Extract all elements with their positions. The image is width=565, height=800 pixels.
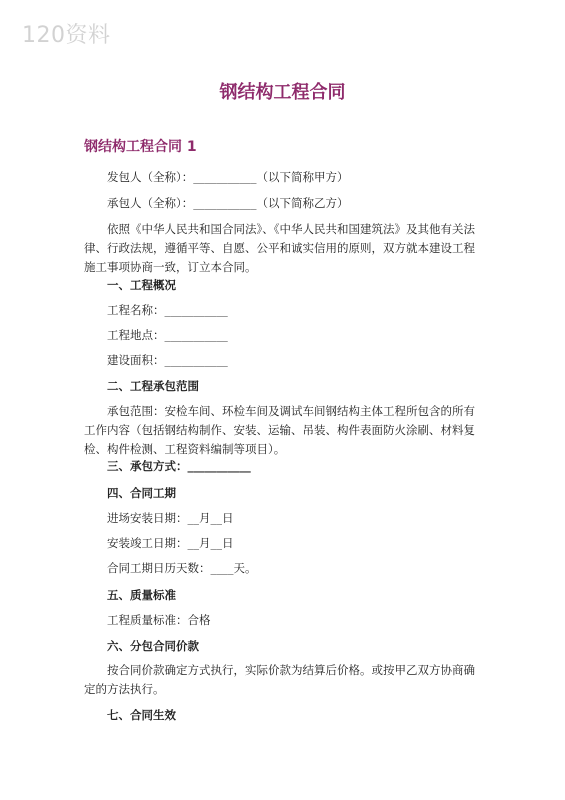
heading-subcontract-price: 六、分包合同价款 bbox=[107, 639, 199, 653]
completion-date-line: 安装竣工日期：__月__日 bbox=[107, 536, 234, 550]
construction-area-line: 建设面积：___________ bbox=[107, 353, 228, 367]
heading-contract-period: 四、合同工期 bbox=[107, 486, 176, 500]
preamble-paragraph: 依照《中华人民共和国合同法》、《中华人民共和国建筑法》及其他有关法律、行政法规，遵循平等、自愿、公平和诚实信用的原则，双方就本建设工程施工事项协商一致，订立本合同。 bbox=[84, 222, 475, 274]
contract-section-title: 钢结构工程合同 1 bbox=[84, 139, 197, 155]
heading-project-overview: 一、工程概况 bbox=[107, 278, 176, 292]
price-paragraph: 按合同价款确定方式执行，实际价款为结算后价格。或按甲乙双方协商确定的方法执行。 bbox=[84, 663, 475, 696]
scope-paragraph: 承包范围：安检车间、环检车间及调试车间钢结构主体工程所包含的所有工作内容（包括钢结构制作、安装、运输、吊装、构件表面防火涂刷、材料复检、构件检测、工程资料编制等项目）。 bbox=[84, 404, 475, 456]
heading-contract-effective: 七、合同生效 bbox=[107, 708, 176, 722]
party-b-line: 承包人（全称）：___________（以下简称乙方） bbox=[107, 196, 349, 210]
quality-standard-line: 工程质量标准：合格 bbox=[107, 613, 211, 627]
watermark-logo: 120资料 bbox=[22, 23, 111, 48]
project-name-line: 工程名称：___________ bbox=[107, 303, 228, 317]
project-location-line: 工程地点：___________ bbox=[107, 328, 228, 342]
heading-scope: 二、工程承包范围 bbox=[107, 379, 199, 393]
start-date-line: 进场安装日期：__月__日 bbox=[107, 511, 234, 525]
calendar-days-line: 合同工期日历天数：____天。 bbox=[107, 561, 257, 575]
heading-contract-method: 三、承包方式：___________ bbox=[107, 459, 251, 473]
party-a-line: 发包人（全称）：___________（以下简称甲方） bbox=[107, 170, 349, 184]
document-title: 钢结构工程合同 bbox=[219, 82, 346, 103]
heading-quality-standard: 五、质量标准 bbox=[107, 588, 176, 602]
